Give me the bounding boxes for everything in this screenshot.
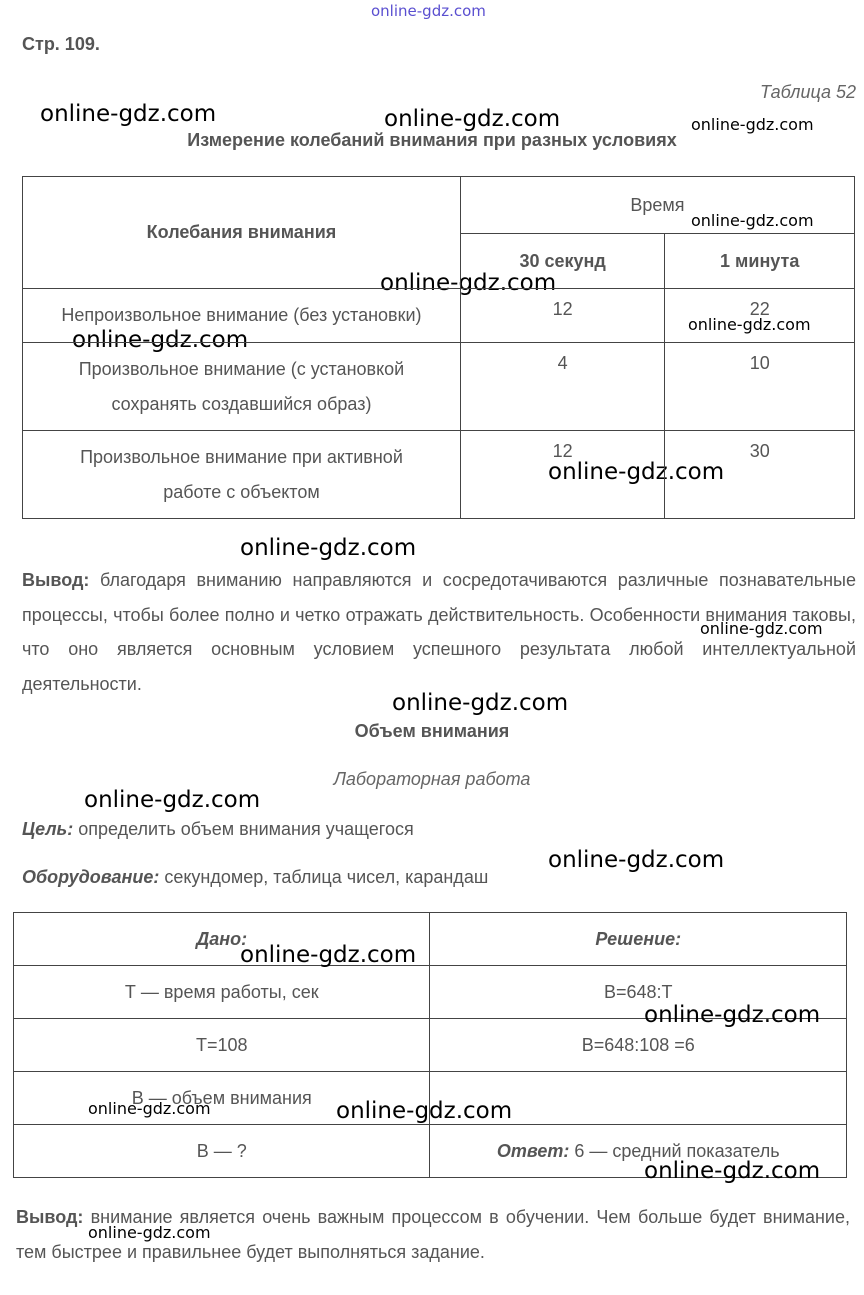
watermark: online-gdz.com (88, 1099, 211, 1118)
table-cell: Т=108 (14, 1019, 430, 1072)
column-group-header: Время (460, 177, 854, 234)
equipment-line (22, 867, 488, 888)
table-number: Таблица 52 (759, 82, 856, 102)
watermark: online-gdz.com (644, 1158, 821, 1184)
table-cell: 10 (665, 343, 855, 431)
attention-fluctuation-table (22, 176, 855, 519)
table-cell: В=648:108 =6 (430, 1019, 847, 1072)
table-cell: 4 (460, 343, 664, 431)
table-cell: В — ? (14, 1125, 430, 1178)
table-row (23, 289, 855, 343)
cell-line: работе с объектом (163, 481, 320, 502)
column-header: Колебания внимания (23, 177, 461, 289)
table-cell: 22 (665, 289, 855, 343)
watermark: online-gdz.com (380, 270, 557, 296)
watermark: online-gdz.com (371, 2, 486, 20)
watermark: online-gdz.com (72, 327, 249, 353)
table-cell (23, 343, 461, 431)
table-cell: 30 (665, 431, 855, 519)
watermark: online-gdz.com (688, 315, 811, 334)
conclusion-label: Вывод: (22, 570, 90, 590)
conclusion-label: Вывод: (16, 1207, 84, 1227)
watermark: online-gdz.com (40, 101, 217, 127)
answer-label: Ответ: (496, 1140, 570, 1161)
table-title: Измерение колебаний внимания при разных условиях (187, 130, 677, 150)
column-header: 1 минута (665, 234, 855, 289)
cell-line: Произвольное внимание (с установкой (78, 358, 405, 379)
equipment-text: секундомер, таблица чисел, карандаш (164, 867, 489, 887)
answer-text: 6 — средний показатель (574, 1140, 780, 1161)
page-reference: Стр. 109. (22, 34, 100, 54)
table-cell: Непроизвольное внимание (без установки) (23, 289, 461, 343)
watermark: online-gdz.com (336, 1098, 513, 1124)
conclusion-paragraph (22, 563, 856, 701)
cell-line: Произвольное внимание при активной (80, 446, 403, 467)
watermark: online-gdz.com (392, 690, 569, 716)
equipment-label: Оборудование: (22, 867, 160, 887)
given-header: Дано: (14, 913, 430, 966)
table-cell: 12 (460, 431, 664, 519)
watermark: online-gdz.com (240, 535, 417, 561)
section-title: Объем внимания (354, 721, 510, 741)
table-cell: В=648:Т (430, 966, 847, 1019)
watermark: online-gdz.com (84, 787, 261, 813)
watermark: online-gdz.com (691, 211, 814, 230)
table-cell (23, 431, 461, 519)
table-row (23, 343, 855, 431)
given-solution-table (13, 912, 847, 1178)
watermark: online-gdz.com (691, 115, 814, 134)
solution-header: Решение: (430, 913, 847, 966)
watermark: online-gdz.com (644, 1002, 821, 1028)
table-cell: Т — время работы, сек (14, 966, 430, 1019)
goal-line (22, 819, 414, 840)
table-row (23, 431, 855, 519)
watermark: online-gdz.com (548, 847, 725, 873)
goal-text: определить объем внимания учащегося (78, 819, 414, 839)
goal-label: Цель: (22, 819, 74, 839)
column-header: 30 секунд (460, 234, 664, 289)
watermark: online-gdz.com (384, 106, 561, 132)
conclusion-text: благодаря вниманию направляются и сосредотачиваются различные познавательные процессы, чтобы более полно и четко отражать действительность. Особенности внимания таковы, что оно является основным условием успешного результата любой интеллектуальной деятельности. (22, 570, 856, 694)
lab-title: Лабораторная работа (333, 769, 531, 789)
watermark: online-gdz.com (88, 1223, 211, 1242)
conclusion-text: внимание является очень важным процессом в обучении. Чем больше будет внимание, тем быстрее и правильнее будет выполняться задание. (16, 1207, 850, 1262)
cell-line: сохранять создавшийся образ) (111, 393, 372, 414)
watermark: online-gdz.com (548, 459, 725, 485)
watermark: online-gdz.com (700, 619, 823, 638)
table-cell: 12 (460, 289, 664, 343)
watermark: online-gdz.com (240, 942, 417, 968)
table-cell: В — объем внимания (14, 1072, 430, 1125)
